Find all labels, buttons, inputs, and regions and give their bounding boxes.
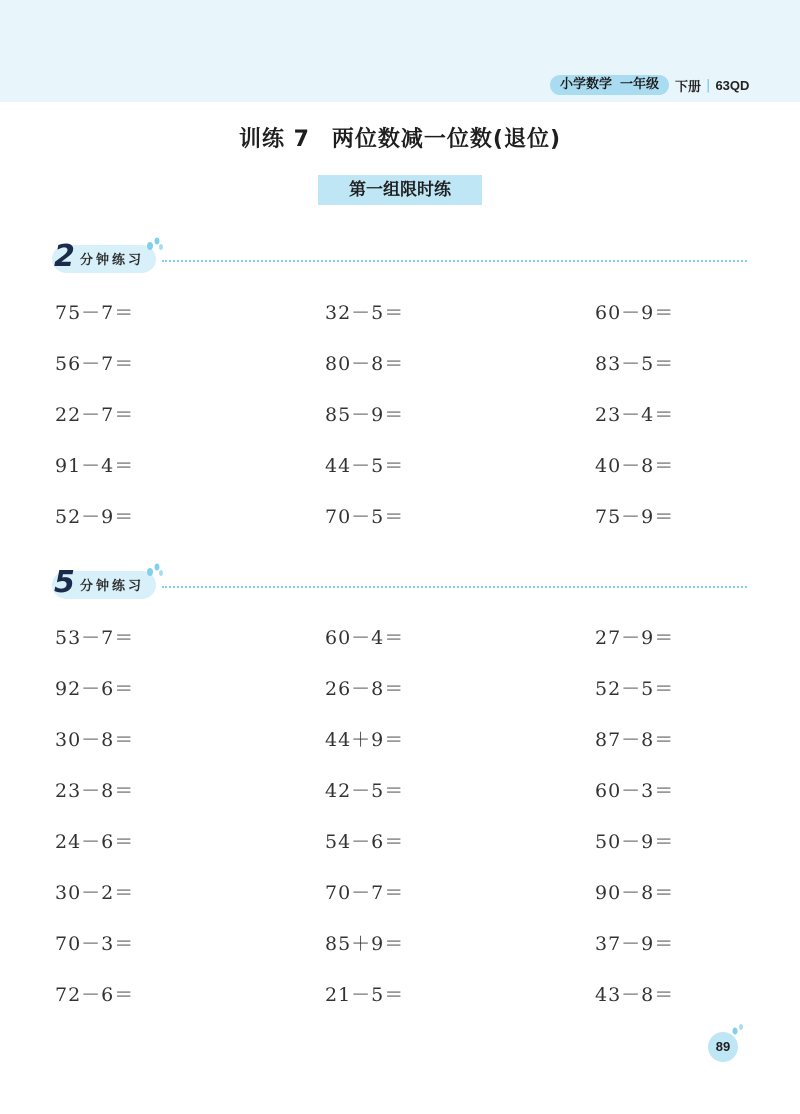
lesson-topic: 两位数减一位数(退位): [331, 127, 562, 152]
dotted-divider: [162, 586, 747, 588]
exercise-item: 44＋9＝: [325, 729, 405, 751]
exercise-item: 30－8＝: [55, 729, 135, 751]
exercise-item: 85－9＝: [325, 404, 405, 426]
exercise-item: 85＋9＝: [325, 933, 405, 955]
exercise-item: 54－6＝: [325, 831, 405, 853]
exercise-item: 60－4＝: [325, 627, 405, 649]
exercise-item: 60－9＝: [595, 302, 675, 324]
exercise-item: 83－5＝: [595, 353, 675, 375]
exercise-item: 70－7＝: [325, 882, 405, 904]
exercise-item: 27－9＝: [595, 627, 675, 649]
exercise-item: 52－9＝: [55, 506, 135, 528]
exercise-item: 42－5＝: [325, 780, 405, 802]
exercise-item: 91－4＝: [55, 455, 135, 477]
exercise-item: 53－7＝: [55, 627, 135, 649]
page-title: [0, 122, 800, 153]
badge-minutes: 2: [54, 239, 75, 274]
exercise-item: 22－7＝: [55, 404, 135, 426]
exercise-item: 21－5＝: [325, 984, 405, 1006]
exercise-item: 37－9＝: [595, 933, 675, 955]
exercise-item: 75－7＝: [55, 302, 135, 324]
lesson-label: 训练 7: [238, 127, 310, 152]
exercise-item: 23－4＝: [595, 404, 675, 426]
exercise-item: 52－5＝: [595, 678, 675, 700]
exercise-item: 23－8＝: [55, 780, 135, 802]
exercise-item: 50－9＝: [595, 831, 675, 853]
exercise-item: 24－6＝: [55, 831, 135, 853]
exercise-item: 70－3＝: [55, 933, 135, 955]
header-tag: [550, 75, 749, 95]
exercise-item: 60－3＝: [595, 780, 675, 802]
badge-label: 分钟练习: [80, 253, 145, 268]
header-subject-pill: [550, 75, 669, 95]
water-drops-icon: [730, 1022, 746, 1036]
exercise-item: 72－6＝: [55, 984, 135, 1006]
exercise-item: 32－5＝: [325, 302, 405, 324]
exercise-item: 90－8＝: [595, 882, 675, 904]
page-number: 89: [708, 1032, 738, 1062]
header-grade: 一年级: [620, 77, 660, 92]
exercise-item: 80－8＝: [325, 353, 405, 375]
header-volume: 下册: [675, 79, 702, 95]
exercise-item: 26－8＝: [325, 678, 405, 700]
badge-label: 分钟练习: [80, 579, 145, 594]
dotted-divider: [162, 260, 747, 262]
exercise-item: 43－8＝: [595, 984, 675, 1006]
exercise-item: 75－9＝: [595, 506, 675, 528]
badge-minutes: 5: [54, 565, 75, 600]
header-code: 63QD: [715, 77, 750, 93]
exercise-item: 56－7＝: [55, 353, 135, 375]
exercise-item: 44－5＝: [325, 455, 405, 477]
exercise-item: 87－8＝: [595, 729, 675, 751]
section-header-5min: [52, 565, 752, 603]
water-drops-icon: [144, 561, 164, 577]
exercise-item: 30－2＝: [55, 882, 135, 904]
exercise-item: 40－8＝: [595, 455, 675, 477]
exercise-item: 92－6＝: [55, 678, 135, 700]
header-separator: |: [706, 77, 711, 93]
section-header-2min: [52, 239, 752, 277]
header-subject: 小学数学: [560, 77, 613, 92]
group-subtitle: 第一组限时练: [318, 175, 482, 205]
water-drops-icon: [144, 235, 164, 251]
exercise-item: 70－5＝: [325, 506, 405, 528]
